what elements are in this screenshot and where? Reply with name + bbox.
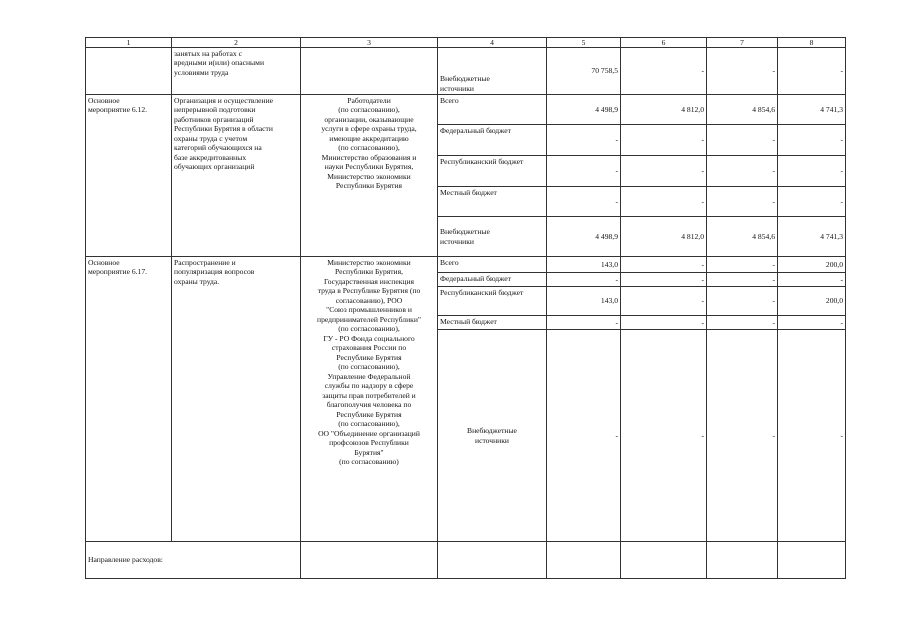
cont-source: Внебюджетные источники	[438, 48, 547, 95]
measure-6-12-executors: Работодатели (по согласованию), организации, оказывающие услуги в сфере охраны труда, имеющие аккредитацию (по согласованию), Министерство образования и науки Республики Бурятия, Министерство экономики Республики Бурятия	[301, 95, 438, 257]
cont-value-y3: -	[707, 48, 778, 95]
measure-6-12-value: 4 854,6	[707, 95, 778, 125]
footer-cell	[778, 542, 846, 579]
measure-6-12-name: Основное мероприятие 6.12.	[86, 95, 172, 257]
measure-6-17-value: -	[707, 316, 778, 330]
measure-6-12-value: 4 812,0	[621, 95, 707, 125]
measure-6-17-executors: Министерство экономики Республики Бурятия, Государственная инспекция труда в Республике Бурятия (по согласованию), РОО "Союз промышленников и предпринимателей Республики" (по согласованию), ГУ - РО Фонда социального страхования России по Республике Бурятия (по согласованию), Управление Федеральной службы по надзору в сфере защиты прав потребителей и благополучия человека по Республике Бурятия (по согласованию), ОО "Объединение организаций профсоюзов Республики Бурятия" (по согласованию)	[301, 257, 438, 542]
measure-6-12-value: -	[621, 187, 707, 217]
measure-6-17-name: Основное мероприятие 6.17.	[86, 257, 172, 542]
measure-6-12-value: 4 812,0	[621, 217, 707, 257]
header-col-3: 3	[301, 38, 438, 48]
measure-6-12-value: -	[707, 125, 778, 156]
measure-6-17-value: -	[707, 257, 778, 273]
measure-6-12-value: -	[778, 187, 846, 217]
measure-6-12-source: Внебюджетные источники	[438, 217, 547, 257]
measure-6-17-value: -	[707, 273, 778, 287]
measure-6-12-source: Всего	[438, 95, 547, 125]
footer-cell	[301, 542, 438, 579]
cont-value-y1: 70 758,5	[547, 48, 621, 95]
expense-direction-label: Направление расходов:	[86, 542, 301, 579]
measure-6-12-value: -	[547, 187, 621, 217]
measure-6-17-value: -	[707, 287, 778, 316]
cont-value-y2: -	[621, 48, 707, 95]
table-row	[86, 48, 846, 95]
measure-6-12-value: 4 498,9	[547, 95, 621, 125]
measure-6-12-value: 4 741,3	[778, 217, 846, 257]
header-col-8: 8	[778, 38, 846, 48]
measure-6-12-source: Федеральный бюджет	[438, 125, 547, 156]
measure-6-17-value: -	[621, 330, 707, 542]
header-col-1: 1	[86, 38, 172, 48]
measure-6-17-source: Республиканский бюджет	[438, 287, 547, 316]
measure-6-12-value: -	[621, 125, 707, 156]
measure-6-17-value: -	[621, 273, 707, 287]
measure-6-17-value: -	[621, 257, 707, 273]
measure-6-17-value: -	[707, 330, 778, 542]
measure-6-12-description: Организация и осуществление непрерывной подготовки работников организаций Республики Бурятия в области охраны труда с учетом категорий обучающихся на базе аккредитованных обучающих организаций	[172, 95, 301, 257]
cont-description: занятых на работах с вредными и(или) опасными условиями труда	[172, 48, 301, 95]
footer-cell	[707, 542, 778, 579]
footer-cell	[547, 542, 621, 579]
table-row	[86, 257, 846, 273]
budget-table	[85, 37, 846, 579]
measure-6-17-value: 143,0	[547, 287, 621, 316]
header-col-6: 6	[621, 38, 707, 48]
header-col-4: 4	[438, 38, 547, 48]
measure-6-17-value: -	[778, 316, 846, 330]
table-row	[86, 95, 846, 125]
measure-6-17-value: -	[778, 330, 846, 542]
cont-value-y4: -	[778, 48, 846, 95]
measure-6-17-value: -	[547, 273, 621, 287]
measure-6-17-source: Местный бюджет	[438, 316, 547, 330]
footer-cell	[621, 542, 707, 579]
measure-6-17-source: Внебюджетные источники	[438, 330, 547, 542]
measure-6-17-value: 143,0	[547, 257, 621, 273]
measure-6-12-value: -	[621, 156, 707, 187]
measure-6-17-value: -	[547, 316, 621, 330]
header-row	[86, 38, 846, 48]
measure-6-12-source: Местный бюджет	[438, 187, 547, 217]
measure-6-12-value: -	[547, 156, 621, 187]
measure-6-17-value: -	[621, 316, 707, 330]
measure-6-17-value: -	[547, 330, 621, 542]
measure-6-17-description: Распространение и популяризация вопросов охраны труда.	[172, 257, 301, 542]
measure-6-12-value: -	[778, 125, 846, 156]
measure-6-12-value: -	[707, 156, 778, 187]
header-col-5: 5	[547, 38, 621, 48]
table-row	[86, 542, 846, 579]
cont-executor-cell	[301, 48, 438, 95]
measure-6-12-value: -	[778, 156, 846, 187]
measure-6-12-value: 4 498,9	[547, 217, 621, 257]
measure-6-17-value: -	[778, 273, 846, 287]
header-col-7: 7	[707, 38, 778, 48]
measure-6-12-value: 4 741,3	[778, 95, 846, 125]
footer-cell	[438, 542, 547, 579]
cont-name-cell	[86, 48, 172, 95]
measure-6-17-value: 200,0	[778, 257, 846, 273]
measure-6-17-source: Федеральный бюджет	[438, 273, 547, 287]
measure-6-12-value: -	[707, 187, 778, 217]
measure-6-17-value: -	[621, 287, 707, 316]
header-col-2: 2	[172, 38, 301, 48]
measure-6-12-source: Республиканский бюджет	[438, 156, 547, 187]
measure-6-17-source: Всего	[438, 257, 547, 273]
measure-6-12-value: -	[547, 125, 621, 156]
measure-6-12-value: 4 854,6	[707, 217, 778, 257]
measure-6-17-value: 200,0	[778, 287, 846, 316]
